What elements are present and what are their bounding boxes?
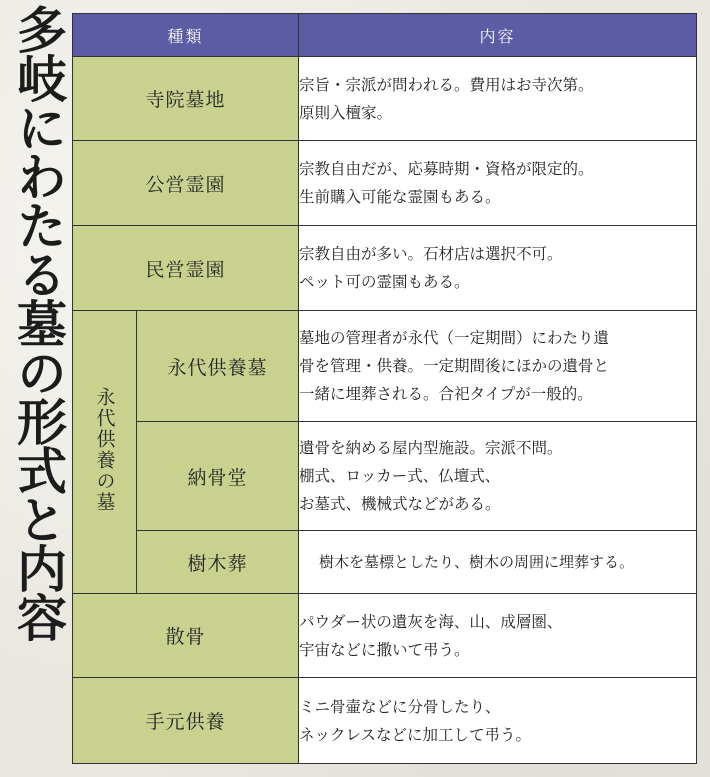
table-header-row [73, 14, 697, 57]
table-row [73, 57, 697, 141]
desc-cell-jiin [299, 57, 697, 141]
page-title: 多岐にわたる墓の形式と内容 [9, 4, 68, 641]
table-row [73, 678, 697, 764]
group-cell-eitai [73, 311, 137, 594]
desc-text-temoto: ミニ骨壷などに分骨したり、 ネックレスなどに加工して弔う。 [299, 697, 532, 744]
grave-types-table [72, 13, 697, 764]
table-row [73, 531, 697, 594]
desc-cell-eitai [299, 311, 697, 422]
header-content: 内容 [299, 14, 697, 57]
desc-cell-nokotsu [299, 422, 697, 531]
desc-text-jiin: 宗旨・宗派が問われる。費用はお寺次第。 原則入檀家。 [299, 75, 594, 122]
table-row [73, 311, 697, 422]
type-cell-jiin: 寺院墓地 [73, 57, 299, 141]
type-cell-temoto: 手元供養 [73, 678, 299, 764]
table-row [73, 226, 697, 311]
table-row [73, 141, 697, 226]
type-cell-koei: 公営霊園 [73, 141, 299, 226]
header-type: 種類 [73, 14, 299, 57]
desc-cell-koei [299, 141, 697, 226]
desc-text-koei: 宗教自由だが、応募時期・資格が限定的。 生前購入可能な霊園もある。 [299, 160, 594, 206]
type-cell-minei: 民営霊園 [73, 226, 299, 311]
type-cell-jumoku: 樹木葬 [137, 531, 299, 594]
desc-cell-jumoku [299, 531, 697, 594]
desc-text-sankotsu: パウダー状の遺灰を海、山、成層圏、 宇宙などに撒いて弔う。 [299, 612, 563, 659]
type-cell-sankotsu: 散骨 [73, 594, 299, 678]
type-cell-nokotsu: 納骨堂 [137, 422, 299, 531]
desc-text-eitai: 墓地の管理者が永代（一定期間）にわたり遺 骨を管理・供養。一定期間後にほかの遺骨と 一緒に埋葬される。合祀タイプが一般的。 [299, 329, 610, 403]
table-row [73, 594, 697, 678]
desc-text-nokotsu: 遺骨を納める屋内型施設。宗派不問。 棚式、ロッカー式、仏壇式、 お墓式、機械式などがある。 [299, 439, 563, 513]
desc-cell-temoto [299, 678, 697, 764]
desc-text-jumoku: 樹木を墓標としたり、樹木の周囲に埋葬する。 [319, 553, 635, 571]
desc-text-minei: 宗教自由が多い。石材店は選択不可。 ペット可の霊園もある。 [299, 245, 563, 291]
group-label-eitai: 永代供養の墓 [93, 387, 116, 513]
desc-cell-minei [299, 226, 697, 311]
desc-cell-sankotsu [299, 594, 697, 678]
type-cell-eitai: 永代供養墓 [137, 311, 299, 422]
table-row [73, 422, 697, 531]
